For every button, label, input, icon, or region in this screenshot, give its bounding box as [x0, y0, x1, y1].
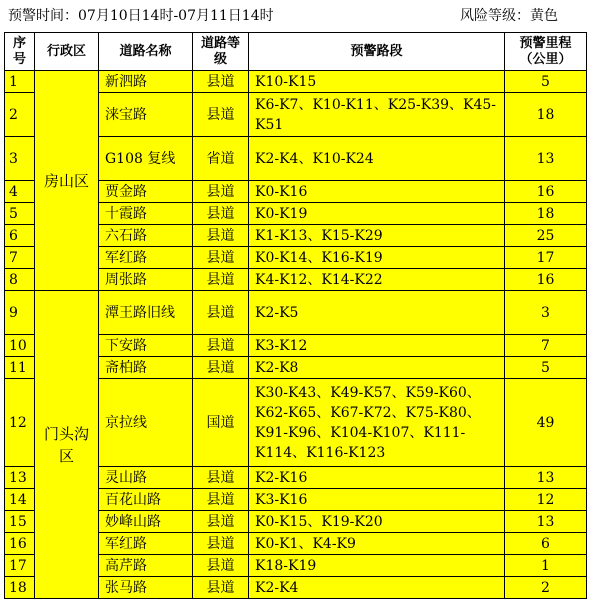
cell-road: 十霞路 [99, 203, 193, 225]
cell-segment: K3-K16 [249, 489, 505, 511]
cell-level: 县道 [193, 269, 249, 291]
cell-level: 国道 [193, 379, 249, 467]
cell-segment: K30-K43、K49-K57、K59-K60、K62-K65、K67-K72、K75-K80、K91-K96、K104-K107、K111-K114、K116-K123 [249, 379, 505, 467]
cell-no: 12 [5, 379, 35, 467]
cell-road: 贾金路 [99, 181, 193, 203]
cell-road: 军红路 [99, 247, 193, 269]
col-header-road: 道路名称 [99, 33, 193, 71]
cell-level: 县道 [193, 93, 249, 137]
cell-no: 3 [5, 137, 35, 181]
cell-no: 17 [5, 555, 35, 577]
cell-level: 县道 [193, 335, 249, 357]
cell-km: 5 [505, 71, 587, 93]
col-header-km: 预警里程（公里） [505, 33, 587, 71]
cell-km: 6 [505, 533, 587, 555]
cell-km: 16 [505, 181, 587, 203]
cell-km: 1 [505, 555, 587, 577]
col-header-no: 序号 [5, 33, 35, 71]
cell-level: 县道 [193, 181, 249, 203]
cell-road: 下安路 [99, 335, 193, 357]
col-header-segment: 预警路段 [249, 33, 505, 71]
cell-road: 京拉线 [99, 379, 193, 467]
cell-level: 县道 [193, 203, 249, 225]
cell-no: 8 [5, 269, 35, 291]
cell-road: 新泗路 [99, 71, 193, 93]
warning-time: 预警时间：07月10日14时-07月11日14时 [8, 8, 274, 24]
cell-km: 25 [505, 225, 587, 247]
cell-segment: K0-K15、K19-K20 [249, 511, 505, 533]
cell-segment: K10-K15 [249, 71, 505, 93]
cell-km: 5 [505, 357, 587, 379]
cell-segment: K2-K4 [249, 577, 505, 599]
cell-no: 14 [5, 489, 35, 511]
cell-no: 15 [5, 511, 35, 533]
cell-segment: K4-K12、K14-K22 [249, 269, 505, 291]
cell-segment: K3-K12 [249, 335, 505, 357]
cell-level: 县道 [193, 555, 249, 577]
cell-level: 县道 [193, 511, 249, 533]
cell-district: 门头沟区 [35, 291, 99, 599]
cell-km: 12 [505, 489, 587, 511]
cell-road: 高芹路 [99, 555, 193, 577]
cell-segment: K2-K8 [249, 357, 505, 379]
cell-segment: K0-K1、K4-K9 [249, 533, 505, 555]
header-line [4, 4, 586, 28]
warning-table [4, 32, 587, 599]
cell-level: 县道 [193, 489, 249, 511]
cell-segment: K0-K14、K16-K19 [249, 247, 505, 269]
cell-km: 7 [505, 335, 587, 357]
cell-no: 2 [5, 93, 35, 137]
cell-road: G108 复线 [99, 137, 193, 181]
cell-no: 13 [5, 467, 35, 489]
cell-segment: K2-K5 [249, 291, 505, 335]
cell-segment: K2-K4、K10-K24 [249, 137, 505, 181]
cell-km: 2 [505, 577, 587, 599]
cell-segment: K6-K7、K10-K11、K25-K39、K45-K51 [249, 93, 505, 137]
cell-level: 县道 [193, 357, 249, 379]
cell-road: 妙峰山路 [99, 511, 193, 533]
col-header-level: 道路等级 [193, 33, 249, 71]
cell-km: 13 [505, 137, 587, 181]
cell-road: 军红路 [99, 533, 193, 555]
cell-road: 斋柏路 [99, 357, 193, 379]
cell-level: 县道 [193, 533, 249, 555]
cell-km: 18 [505, 93, 587, 137]
cell-km: 13 [505, 467, 587, 489]
table-row [5, 71, 587, 93]
cell-level: 县道 [193, 291, 249, 335]
cell-km: 3 [505, 291, 587, 335]
col-header-district: 行政区 [35, 33, 99, 71]
cell-no: 4 [5, 181, 35, 203]
cell-no: 9 [5, 291, 35, 335]
cell-level: 县道 [193, 71, 249, 93]
cell-km: 13 [505, 511, 587, 533]
cell-road: 周张路 [99, 269, 193, 291]
cell-no: 7 [5, 247, 35, 269]
cell-road: 灵山路 [99, 467, 193, 489]
cell-no: 1 [5, 71, 35, 93]
cell-level: 县道 [193, 577, 249, 599]
cell-segment: K1-K13、K15-K29 [249, 225, 505, 247]
cell-no: 18 [5, 577, 35, 599]
cell-level: 县道 [193, 225, 249, 247]
cell-km: 16 [505, 269, 587, 291]
cell-level: 县道 [193, 247, 249, 269]
cell-segment: K2-K16 [249, 467, 505, 489]
cell-road: 张马路 [99, 577, 193, 599]
risk-level: 风险等级：黄色 [460, 8, 558, 24]
cell-no: 6 [5, 225, 35, 247]
cell-no: 11 [5, 357, 35, 379]
cell-road: 六石路 [99, 225, 193, 247]
cell-road: 百花山路 [99, 489, 193, 511]
cell-km: 17 [505, 247, 587, 269]
cell-no: 5 [5, 203, 35, 225]
cell-district: 房山区 [35, 71, 99, 291]
cell-segment: K18-K19 [249, 555, 505, 577]
cell-segment: K0-K16 [249, 181, 505, 203]
cell-no: 16 [5, 533, 35, 555]
table-row [5, 291, 587, 335]
cell-level: 县道 [193, 467, 249, 489]
cell-segment: K0-K19 [249, 203, 505, 225]
cell-road: 潭王路旧线 [99, 291, 193, 335]
table-header-row [5, 33, 587, 71]
cell-road: 涞宝路 [99, 93, 193, 137]
cell-level: 省道 [193, 137, 249, 181]
cell-km: 18 [505, 203, 587, 225]
cell-no: 10 [5, 335, 35, 357]
cell-km: 49 [505, 379, 587, 467]
